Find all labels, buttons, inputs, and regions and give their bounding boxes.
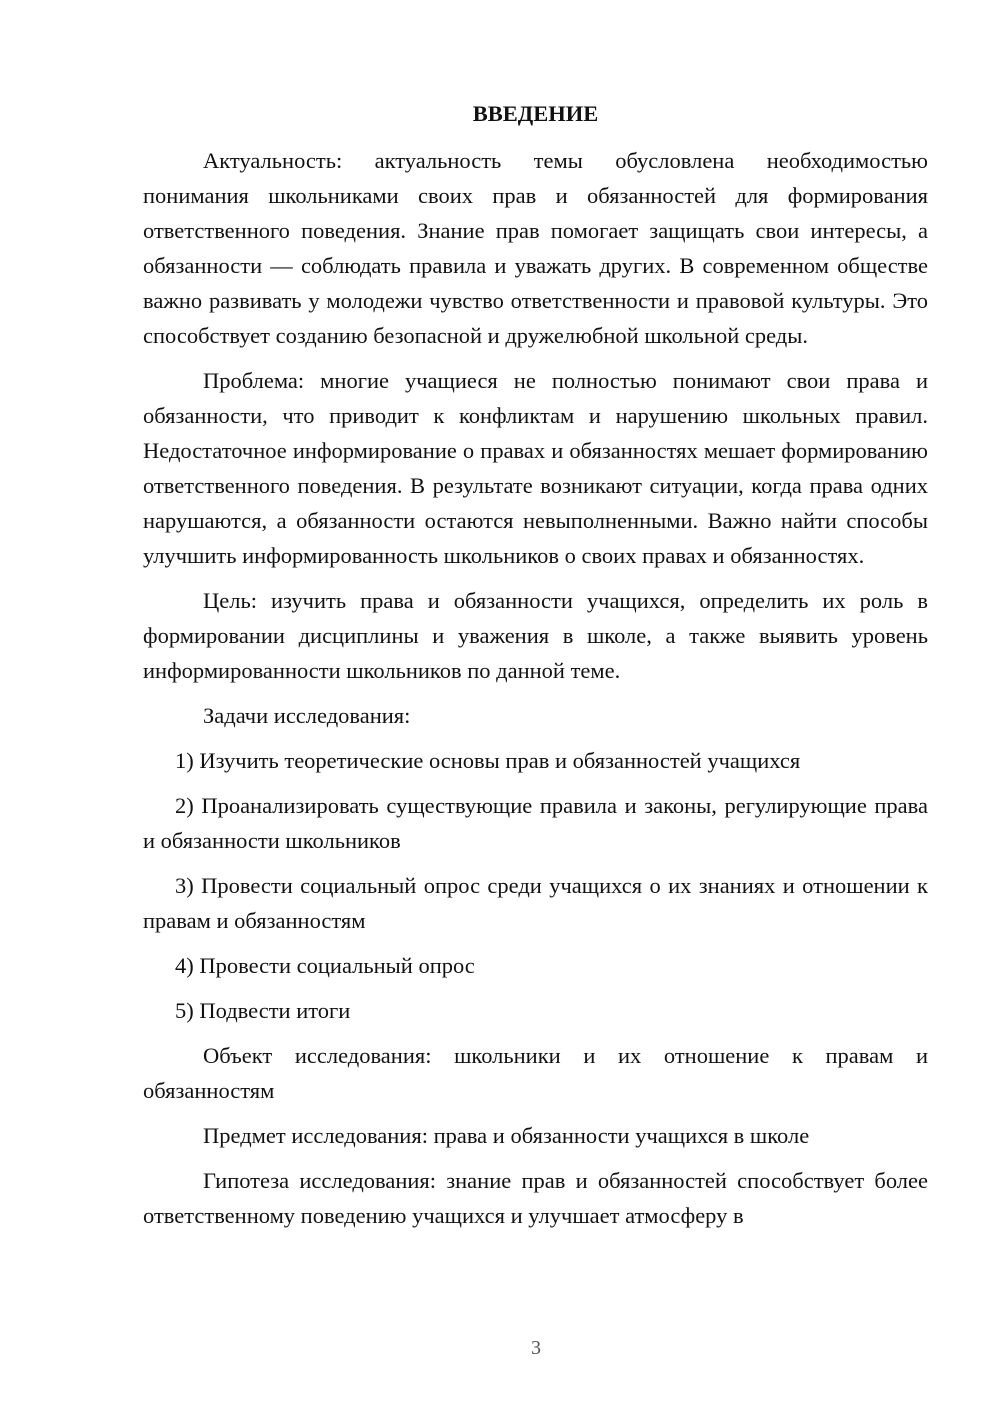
task-item-2: 2) Проанализировать существующие правила и законы, регулирующие права и обязанности школьников — [143, 793, 928, 853]
task-item-3: 3) Провести социальный опрос среди учащихся о их знаниях и отношении к правам и обязанностям — [143, 873, 928, 933]
paragraph-hypothesis: Гипотеза исследования: знание прав и обязанностей способствует более ответственному поведению учащихся и улучшает атмосферу в — [143, 1168, 928, 1228]
paragraph-goal: Цель: изучить права и обязанности учащихся, определить их роль в формировании дисциплины и уважения в школе, а также выявить уровень информированности школьников по данной теме. — [143, 588, 928, 683]
task-item-5: 5) Подвести итоги — [175, 998, 351, 1023]
task-item-1: 1) Изучить теоретические основы прав и обязанностей учащихся — [175, 748, 801, 773]
section-title: ВВЕДЕНИЕ — [472, 101, 599, 126]
task-item-4: 4) Провести социальный опрос — [175, 953, 475, 978]
page-number: 3 — [531, 1337, 541, 1359]
tasks-heading: Задачи исследования: — [203, 703, 411, 728]
paragraph-subject: Предмет исследования: права и обязанности учащихся в школе — [203, 1123, 810, 1148]
document-page — [143, 96, 928, 1243]
paragraph-object: Объект исследования: школьники и их отношение к правам и обязанностям — [143, 1043, 928, 1103]
paragraph-problem: Проблема: многие учащиеся не полностью понимают свои права и обязанности, что приводит к конфликтам и нарушению школьных правил. Недостаточное информирование о правах и обязанностях мешает формированию ответственного поведения. В результате возникают ситуации, когда права одних нарушаются, а обязанности остаются невыполненными. Важно найти способы улучшить информированность школьников о своих правах и обязанностях. — [143, 368, 928, 568]
paragraph-relevance: Актуальность: актуальность темы обусловлена необходимостью понимания школьниками своих прав и обязанностей для формирования ответственного поведения. Знание прав помогает защищать свои интересы, а обязанности — соблюдать правила и уважать других. В современном обществе важно развивать у молодежи чувство ответственности и правовой культуры. Это способствует созданию безопасной и дружелюбной школьной среды. — [143, 148, 928, 348]
